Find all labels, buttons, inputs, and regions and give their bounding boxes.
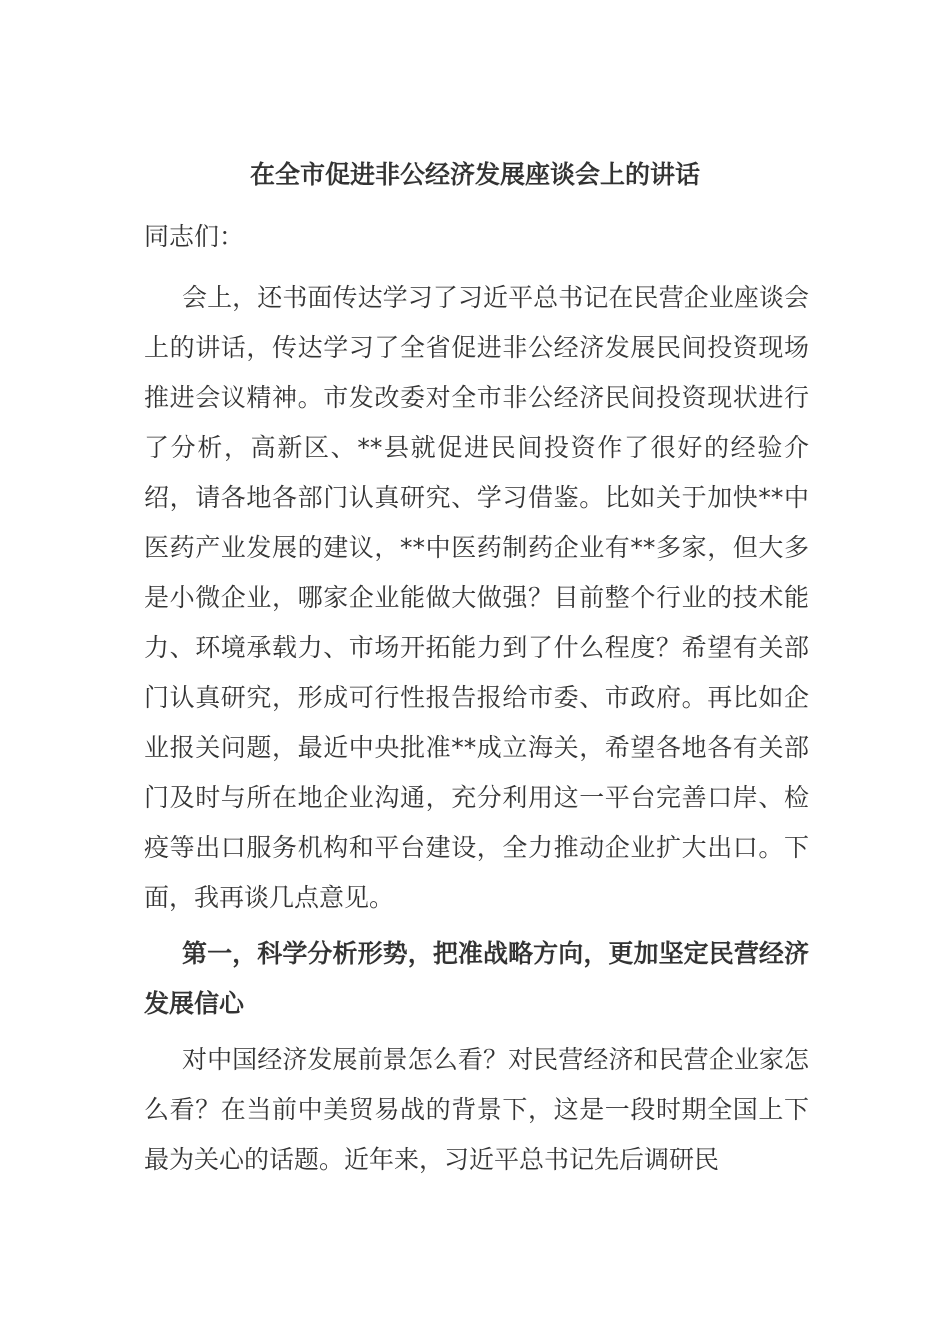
section-heading: 第一，科学分析形势，把准战略方向，更加坚定民营经济发展信心 [144, 939, 809, 1018]
greeting: 同志们： [144, 222, 245, 251]
body-paragraph: 对中国经济发展前景怎么看？对民营经济和民营企业家怎么看？在当前中美贸易战的背景下，这是一段时期全国上下最为关心的话题。近年来，习近平总书记先后调研民 [144, 1045, 809, 1174]
body-paragraph: 会上，还书面传达学习了习近平总书记在民营企业座谈会上的讲话，传达学习了全省促进非公经济发展民间投资现场推进会议精神。市发改委对全市非公经济民间投资现状进行了分析，高新区、**县就促进民间投资作了很好的经验介绍，请各地各部门认真研究、学习借鉴。比如关于加快**中医药产业发展的建议，**中医药制药企业有**多家，但大多是小微企业，哪家企业能做大做强？目前整个行业的技术能力、环境承载力、市场开拓能力到了什么程度？希望有关部门认真研究，形成可行性报告报给市委、市政府。再比如企业报关问题，最近中央批准**成立海关，希望各地各有关部门及时与所在地企业沟通，充分利用这一平台完善口岸、检疫等出口服务机构和平台建设，全力推动企业扩大出口。下面，我再谈几点意见。 [144, 283, 809, 912]
document-title: 在全市促进非公经济发展座谈会上的讲话 [249, 160, 700, 189]
